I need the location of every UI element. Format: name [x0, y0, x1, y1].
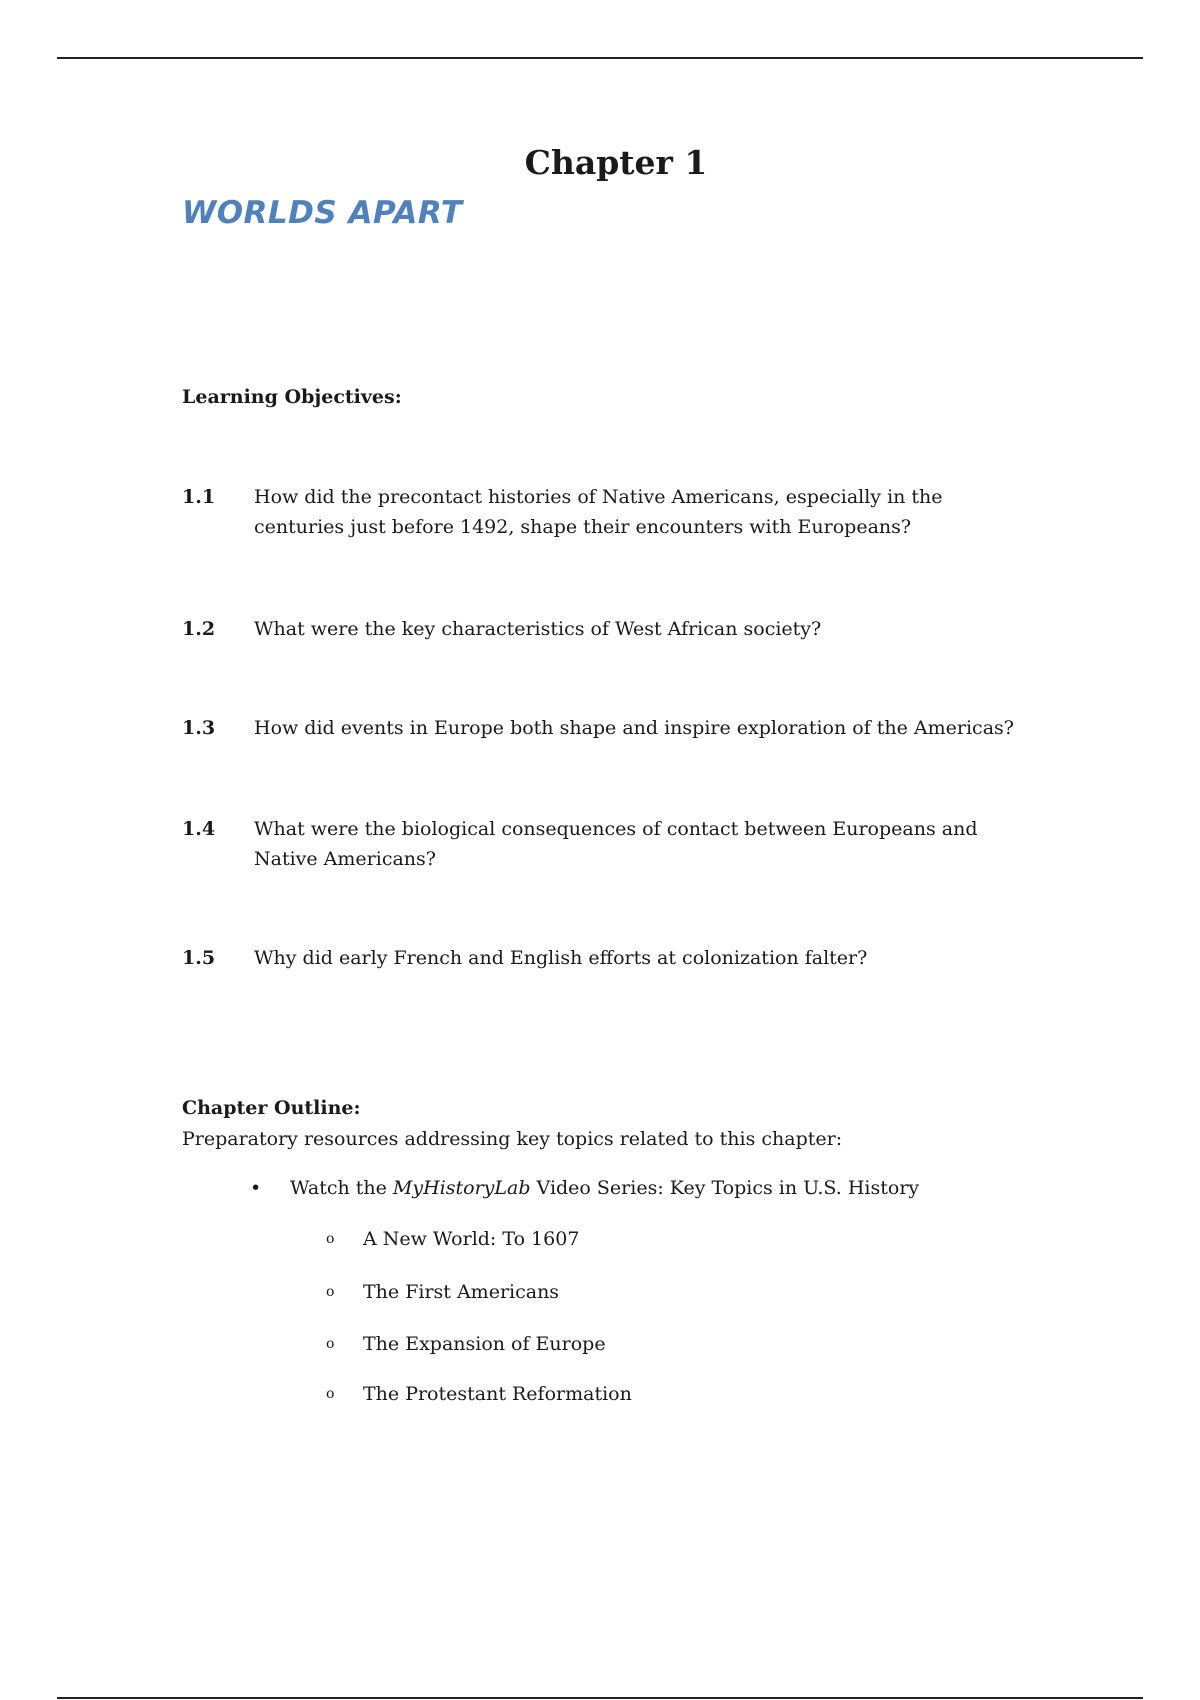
objective-text: How did the precontact histories of Native Americans, especially in the centuries just before 1492, shape their encounters with Europeans?: [254, 486, 943, 538]
chapter-title: WORLDS APART: [182, 195, 463, 231]
video-topic-label: A New World: To 1607: [363, 1228, 580, 1250]
sub-bullet-marker: o: [326, 1231, 335, 1247]
objective-text: How did events in Europe both shape and inspire exploration of the Americas?: [254, 717, 1014, 739]
top-rule: [57, 57, 1143, 59]
bottom-rule: [57, 1697, 1143, 1699]
chapter-outline-heading: Chapter Outline:: [182, 1097, 361, 1119]
sub-bullet-marker: o: [326, 1336, 335, 1352]
video-topic-label: The First Americans: [363, 1281, 560, 1303]
video-series-prefix: Watch the: [290, 1177, 393, 1199]
chapter-outline-intro: Preparatory resources addressing key topics related to this chapter:: [182, 1128, 843, 1150]
objective-text: Why did early French and English efforts at colonization falter?: [254, 947, 868, 969]
objective-number: 1.5: [182, 947, 216, 969]
sub-bullet-marker: o: [326, 1386, 335, 1402]
video-series-label: [290, 1173, 919, 1203]
objective-number: 1.4: [182, 818, 216, 840]
video-topic-label: The Protestant Reformation: [363, 1383, 632, 1405]
bullet-marker: •: [250, 1177, 262, 1199]
objective-text: What were the biological consequences of contact between Europeans and Native Americans?: [254, 818, 978, 870]
objective-number: 1.1: [182, 486, 216, 508]
sub-bullet-marker: o: [326, 1284, 335, 1300]
objective-number: 1.3: [182, 717, 216, 739]
learning-objectives-heading: Learning Objectives:: [182, 386, 402, 408]
video-series-suffix: Video Series: Key Topics in U.S. History: [530, 1177, 920, 1199]
objective-text: What were the key characteristics of West African society?: [254, 618, 822, 640]
objective-number: 1.2: [182, 618, 216, 640]
video-topic-label: The Expansion of Europe: [363, 1333, 606, 1355]
myhistorylab-emphasis: MyHistoryLab: [392, 1177, 531, 1199]
chapter-number-heading: Chapter 1: [524, 143, 708, 182]
